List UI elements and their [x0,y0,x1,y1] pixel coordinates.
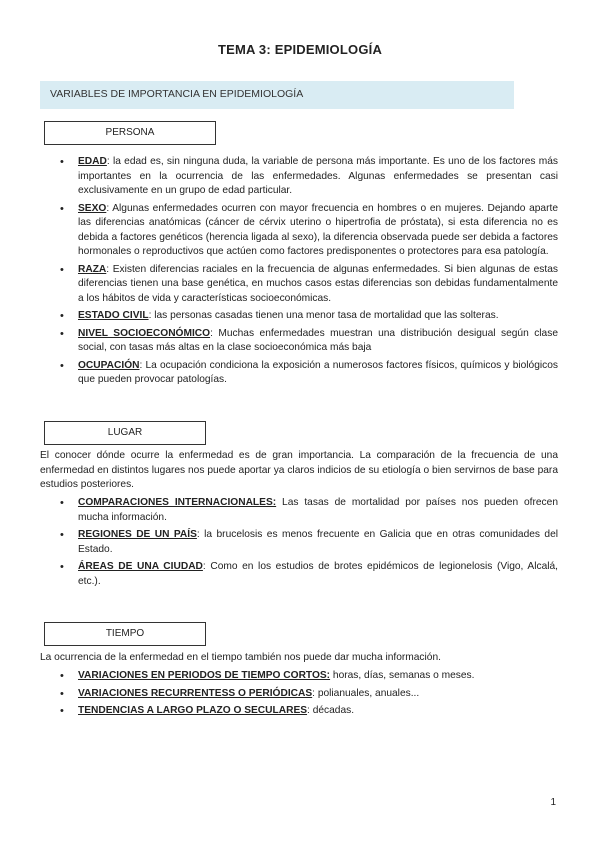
bullet-icon: • [60,561,64,573]
list-item: • RAZA: Existen diferencias raciales en la frecuencia de algunas enfermedades. Si bien algunas de estas diferencias tienen una base genética, en muchos casos estas diferencias son debidas fundamentalmente a los hábitos de vida y características socioeconómicas. [60,263,558,304]
bullet-icon: • [60,327,64,340]
bullet-icon: • [60,202,64,215]
bullet-icon: • [60,156,64,168]
list-item: • NIVEL SOCIOECONÓMICO: Muchas enfermedades muestran una distribución desigual según clase social, con tasas más altas en la clase socioeconómica más baja [60,327,558,353]
list-item: • COMPARACIONES INTERNACIONALES: Las tasas de mortalidad por países nos pueden ofrecen mucha información. [60,497,558,523]
bullet-icon: • [60,529,64,541]
list-item: • EDAD: la edad es, sin ninguna duda, la variable de persona más importante. Es uno de los factores más importantes en la ocurrencia de las enfermedades. Algunas enfermedades se presentan casi exclusivamente en un grupo de edad particular. [60,156,558,196]
list-item: • ESTADO CIVIL: las personas casadas tienen una menor tasa de mortalidad que las solteras. [60,310,499,322]
bullet-icon: • [60,359,64,372]
bullet-icon: • [60,670,64,682]
list-item: • REGIONES DE UN PAÍS: la brucelosis es menos frecuente en Galicia que en otras comunidades del Estado. [60,529,559,555]
page-number: 1 [550,797,556,808]
list-item: • VARIACIONES RECURRENTESS O PERIÓDICAS: polianuales, anuales... [60,687,420,700]
tiempo-list [58,669,558,722]
bullet-icon: • [60,687,64,700]
list-item: • VARIACIONES EN PERIODOS DE TIEMPO CORTOS: horas, días, semanas o meses. [60,670,475,682]
section-banner: VARIABLES DE IMPORTANCIA EN EPIDEMIOLOGÍA [40,81,514,109]
bullet-icon: • [60,705,64,717]
lugar-list [58,496,558,592]
lugar-heading: LUGAR [44,421,206,445]
list-item: • OCUPACIÓN: La ocupación condiciona la exposición a numerosos factores físicos, químicos y biológicos que pueden provocar patologías. [60,359,558,385]
bullet-icon: • [60,263,64,276]
persona-heading: PERSONA [44,121,216,145]
bullet-icon: • [60,310,64,322]
list-item: • SEXO: Algunas enfermedades ocurren con mayor frecuencia en hombres o en mujeres. Dejando aparte las diferencias anatómicas (cáncer de cérvix uterino o hipertrofia de próstata), si esta diferencia no es debida a factores genéticos (herencia ligada al sexo), la diferencia observada puede ser debida a factores hormonales o reproductivos que actúen como factores predisponentes o protectores para esa patología. [60,202,558,257]
bullet-icon: • [60,497,64,509]
tiempo-intro: La ocurrencia de la enfermedad en el tiempo también nos puede dar mucha información. [40,652,441,663]
tiempo-heading: TIEMPO [44,622,206,646]
page-title: TEMA 3: EPIDEMIOLOGÍA [217,42,383,57]
list-item: • TENDENCIAS A LARGO PLAZO O SECULARES: décadas. [60,705,355,717]
lugar-intro: El conocer dónde ocurre la enfermedad es de gran importancia. La comparación de la frecuencia de una enfermedad en distintos lugares nos puede aportar ya claros indicios de su etiología o bien servirnos de base para estudios posteriores. [40,450,558,490]
list-item: • ÁREAS DE UNA CIUDAD: Como en los estudios de brotes epidémicos de legionelosis (Vigo, Alcalá, etc.). [60,561,558,587]
persona-list [58,155,558,391]
